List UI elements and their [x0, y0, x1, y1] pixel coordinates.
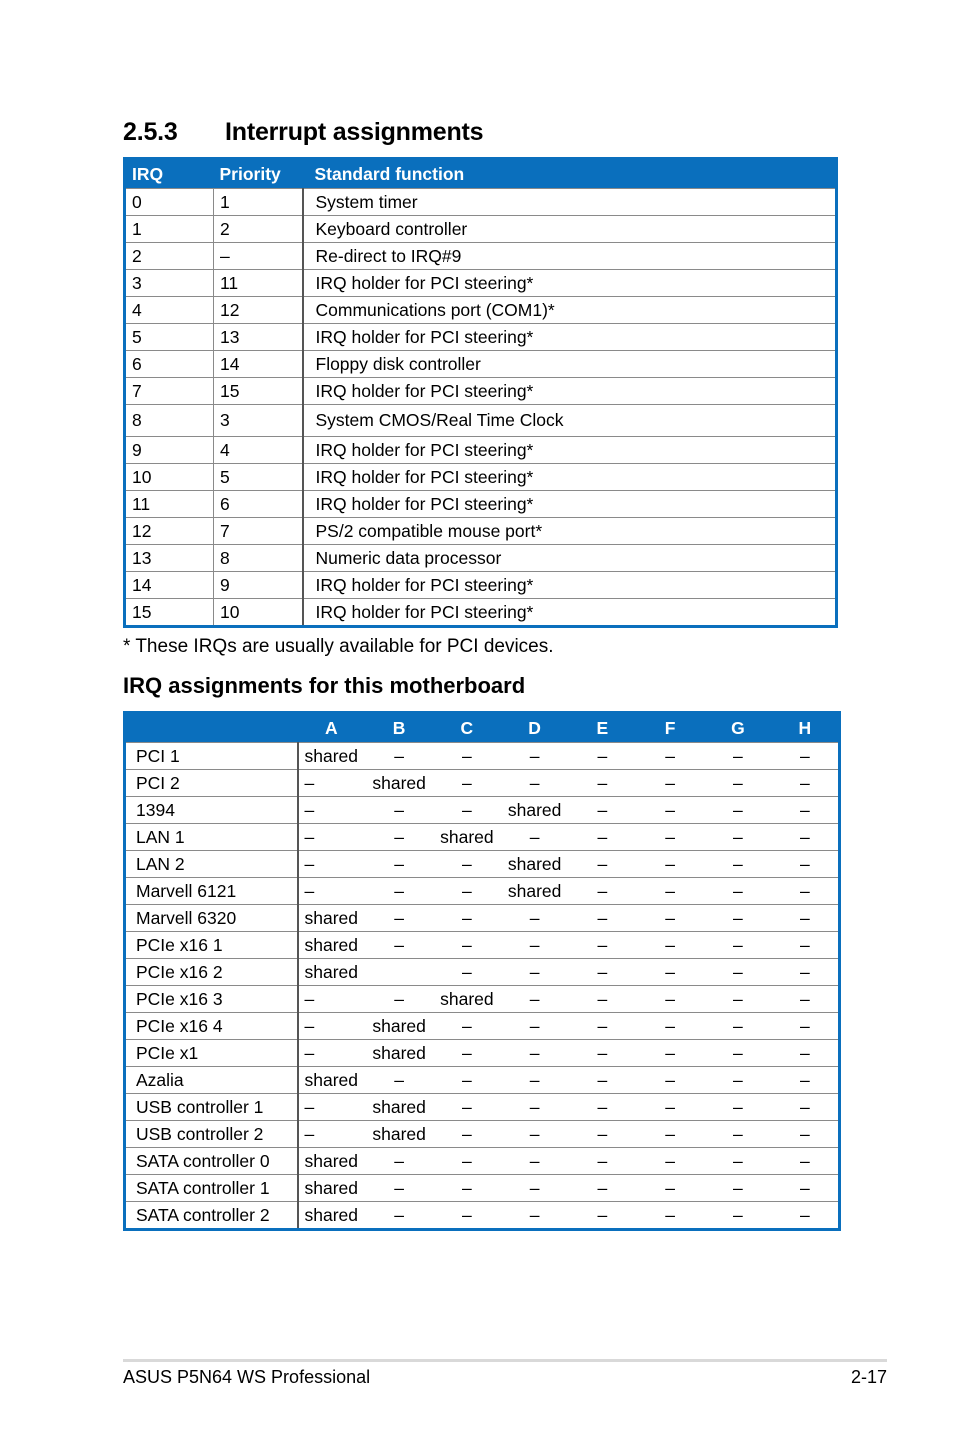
- irq-number-cell: 1: [125, 216, 214, 243]
- assignment-cell: –: [772, 770, 840, 797]
- assignment-cell: –: [298, 770, 366, 797]
- assignment-cell: –: [636, 851, 704, 878]
- device-name-cell: PCIe x16 3: [125, 986, 298, 1013]
- assignment-table-row: [125, 851, 840, 878]
- irq-table-body: [125, 189, 837, 627]
- assignment-cell: –: [433, 1121, 501, 1148]
- assignment-table-row: [125, 1121, 840, 1148]
- section-number: 2.5.3: [123, 118, 178, 146]
- assignment-cell: –: [298, 1121, 366, 1148]
- assignment-cell: –: [569, 905, 637, 932]
- assignment-table-row: [125, 1013, 840, 1040]
- assignment-cell: –: [704, 770, 772, 797]
- assignment-cell: –: [433, 878, 501, 905]
- assignment-cell: shared: [298, 932, 366, 959]
- assignment-cell: shared: [298, 1202, 366, 1230]
- assignment-cell: –: [501, 1175, 569, 1202]
- assignment-cell: –: [772, 1121, 840, 1148]
- assignment-table-row: [125, 1040, 840, 1067]
- assignment-header-int-e: E: [569, 713, 637, 743]
- assignment-cell: –: [365, 824, 433, 851]
- device-name-cell: Marvell 6320: [125, 905, 298, 932]
- assignment-cell: –: [704, 905, 772, 932]
- irq-function-cell: IRQ holder for PCI steering*: [303, 270, 837, 297]
- assignment-cell: –: [704, 743, 772, 770]
- assignment-cell: –: [569, 851, 637, 878]
- assignment-cell: –: [433, 1013, 501, 1040]
- assignment-cell: –: [501, 1094, 569, 1121]
- assignment-table-row: [125, 986, 840, 1013]
- assignment-cell: –: [636, 905, 704, 932]
- assignment-cell: –: [365, 797, 433, 824]
- device-name-cell: SATA controller 1: [125, 1175, 298, 1202]
- assignment-cell: –: [298, 986, 366, 1013]
- device-name-cell: PCIe x16 2: [125, 959, 298, 986]
- device-name-cell: SATA controller 2: [125, 1202, 298, 1230]
- assignment-header-int-h: H: [772, 713, 840, 743]
- irq-priority-cell: 1: [214, 189, 303, 216]
- irq-table: [123, 157, 838, 628]
- device-name-cell: PCI 1: [125, 743, 298, 770]
- irq-table-row: [125, 378, 837, 405]
- irq-priority-cell: 4: [214, 437, 303, 464]
- section-title-text: Interrupt assignments: [225, 118, 484, 146]
- assignment-header-int-a: A: [298, 713, 366, 743]
- assignment-cell: shared: [365, 1013, 433, 1040]
- irq-priority-cell: 6: [214, 491, 303, 518]
- assignment-cell: –: [704, 1013, 772, 1040]
- irq-table-row: [125, 599, 837, 627]
- assignment-cell: –: [501, 1040, 569, 1067]
- irq-table-row: [125, 464, 837, 491]
- footer-divider: [123, 1359, 887, 1362]
- assignment-cell: shared: [365, 1094, 433, 1121]
- irq-table-row: [125, 243, 837, 270]
- irq-number-cell: 6: [125, 351, 214, 378]
- assignment-cell: shared: [298, 905, 366, 932]
- assignment-cell: shared: [298, 959, 366, 986]
- assignment-cell: –: [772, 986, 840, 1013]
- assignment-cell: –: [569, 1175, 637, 1202]
- assignment-cell: –: [569, 1067, 637, 1094]
- irq-number-cell: 5: [125, 324, 214, 351]
- assignment-cell: –: [704, 1175, 772, 1202]
- assignment-cell: –: [569, 1148, 637, 1175]
- device-name-cell: PCIe x16 4: [125, 1013, 298, 1040]
- irq-number-cell: 3: [125, 270, 214, 297]
- assignment-cell: [365, 959, 433, 986]
- irq-header-function: Standard function: [303, 159, 837, 189]
- irq-number-cell: 0: [125, 189, 214, 216]
- assignment-cell: –: [636, 824, 704, 851]
- assignment-cell: –: [704, 878, 772, 905]
- assignment-cell: –: [704, 1202, 772, 1230]
- assignment-cell: –: [636, 1175, 704, 1202]
- assignment-cell: –: [704, 1121, 772, 1148]
- assignment-cell: –: [501, 932, 569, 959]
- assignment-cell: –: [501, 824, 569, 851]
- irq-function-cell: IRQ holder for PCI steering*: [303, 491, 837, 518]
- assignment-cell: –: [636, 1094, 704, 1121]
- assignment-cell: –: [433, 1040, 501, 1067]
- assignment-cell: –: [772, 959, 840, 986]
- assignment-cell: –: [298, 1040, 366, 1067]
- irq-number-cell: 12: [125, 518, 214, 545]
- assignment-cell: –: [704, 959, 772, 986]
- irq-header-irq: IRQ: [125, 159, 214, 189]
- assignment-cell: shared: [298, 1067, 366, 1094]
- assignment-cell: –: [501, 743, 569, 770]
- irq-function-cell: Floppy disk controller: [303, 351, 837, 378]
- assignment-cell: –: [433, 905, 501, 932]
- assignment-cell: –: [569, 743, 637, 770]
- assignment-cell: –: [365, 1067, 433, 1094]
- irq-table-row: [125, 437, 837, 464]
- assignment-cell: shared: [501, 851, 569, 878]
- irq-function-cell: IRQ holder for PCI steering*: [303, 464, 837, 491]
- assignment-cell: –: [298, 1094, 366, 1121]
- irq-table-row: [125, 297, 837, 324]
- assignment-cell: –: [704, 1067, 772, 1094]
- assignment-cell: –: [501, 770, 569, 797]
- irq-function-cell: IRQ holder for PCI steering*: [303, 378, 837, 405]
- device-name-cell: PCIe x16 1: [125, 932, 298, 959]
- assignment-cell: –: [365, 851, 433, 878]
- assignment-cell: –: [365, 878, 433, 905]
- assignment-cell: –: [772, 1040, 840, 1067]
- irq-number-cell: 8: [125, 405, 214, 437]
- assignment-cell: –: [501, 959, 569, 986]
- device-name-cell: Azalia: [125, 1067, 298, 1094]
- device-name-cell: USB controller 1: [125, 1094, 298, 1121]
- assignment-cell: –: [433, 1067, 501, 1094]
- assignment-cell: –: [365, 986, 433, 1013]
- assignment-cell: –: [569, 1202, 637, 1230]
- assignment-cell: –: [569, 824, 637, 851]
- irq-priority-cell: 2: [214, 216, 303, 243]
- assignment-cell: –: [772, 1094, 840, 1121]
- assignment-cell: –: [704, 797, 772, 824]
- assignment-cell: –: [433, 1094, 501, 1121]
- irq-number-cell: 15: [125, 599, 214, 627]
- device-name-cell: LAN 1: [125, 824, 298, 851]
- assignment-cell: –: [298, 824, 366, 851]
- assignment-cell: –: [433, 932, 501, 959]
- assignment-cell: –: [569, 932, 637, 959]
- assignment-table-row: [125, 878, 840, 905]
- assignment-cell: –: [636, 878, 704, 905]
- irq-priority-cell: 8: [214, 545, 303, 572]
- assignment-cell: –: [433, 743, 501, 770]
- assignment-cell: –: [501, 1067, 569, 1094]
- assignment-cell: –: [569, 878, 637, 905]
- assignment-cell: –: [569, 1013, 637, 1040]
- assignment-cell: shared: [501, 797, 569, 824]
- assignment-cell: –: [704, 986, 772, 1013]
- assignment-cell: –: [365, 1202, 433, 1230]
- assignment-cell: –: [704, 1148, 772, 1175]
- assignment-cell: –: [298, 1013, 366, 1040]
- irq-table-row: [125, 270, 837, 297]
- assignment-cell: –: [636, 1013, 704, 1040]
- device-name-cell: PCI 2: [125, 770, 298, 797]
- assignment-table-row: [125, 770, 840, 797]
- irq-function-cell: System timer: [303, 189, 837, 216]
- assignment-cell: –: [501, 1202, 569, 1230]
- footnote: * These IRQs are usually available for PCI devices.: [123, 636, 554, 657]
- device-name-cell: PCIe x1: [125, 1040, 298, 1067]
- assignment-cell: –: [433, 851, 501, 878]
- assignment-table-row: [125, 1175, 840, 1202]
- assignment-cell: –: [636, 1148, 704, 1175]
- assignment-cell: –: [433, 797, 501, 824]
- irq-priority-cell: 9: [214, 572, 303, 599]
- assignment-cell: shared: [365, 1040, 433, 1067]
- irq-table-row: [125, 491, 837, 518]
- assignment-cell: –: [569, 797, 637, 824]
- irq-table-row: [125, 518, 837, 545]
- irq-table-row: [125, 189, 837, 216]
- irq-function-cell: Keyboard controller: [303, 216, 837, 243]
- assignment-cell: –: [636, 932, 704, 959]
- assignment-cell: –: [772, 1175, 840, 1202]
- assignment-header-row: [125, 713, 840, 743]
- irq-number-cell: 10: [125, 464, 214, 491]
- assignment-cell: –: [636, 1040, 704, 1067]
- assignment-table-row: [125, 959, 840, 986]
- assignment-table-row: [125, 1202, 840, 1230]
- assignment-cell: –: [772, 1067, 840, 1094]
- irq-number-cell: 9: [125, 437, 214, 464]
- irq-number-cell: 11: [125, 491, 214, 518]
- assignment-cell: –: [636, 1121, 704, 1148]
- irq-table-row: [125, 572, 837, 599]
- assignment-cell: –: [772, 905, 840, 932]
- assignment-cell: –: [636, 770, 704, 797]
- assignment-cell: –: [433, 1148, 501, 1175]
- assignment-cell: –: [772, 932, 840, 959]
- assignment-cell: –: [772, 743, 840, 770]
- assignment-cell: –: [704, 851, 772, 878]
- assignment-table-row: [125, 905, 840, 932]
- irq-priority-cell: 11: [214, 270, 303, 297]
- irq-header-priority: Priority: [214, 159, 303, 189]
- irq-function-cell: IRQ holder for PCI steering*: [303, 437, 837, 464]
- section-title: [123, 118, 483, 147]
- assignment-header-int-f: F: [636, 713, 704, 743]
- assignment-cell: –: [636, 959, 704, 986]
- assignment-cell: –: [501, 1121, 569, 1148]
- assignment-cell: –: [569, 986, 637, 1013]
- assignment-cell: –: [772, 1013, 840, 1040]
- assignment-cell: –: [569, 1040, 637, 1067]
- irq-function-cell: IRQ holder for PCI steering*: [303, 599, 837, 627]
- assignment-cell: shared: [298, 743, 366, 770]
- device-name-cell: LAN 2: [125, 851, 298, 878]
- assignment-table-row: [125, 1148, 840, 1175]
- assignment-cell: shared: [298, 1175, 366, 1202]
- irq-function-cell: IRQ holder for PCI steering*: [303, 324, 837, 351]
- irq-table-row: [125, 216, 837, 243]
- assignment-cell: –: [704, 1040, 772, 1067]
- irq-table-row: [125, 545, 837, 572]
- assignment-table-row: [125, 1067, 840, 1094]
- assignment-cell: –: [772, 851, 840, 878]
- assignment-header-device: [125, 713, 298, 743]
- assignment-cell: –: [772, 1202, 840, 1230]
- assignment-cell: –: [636, 1202, 704, 1230]
- irq-priority-cell: 15: [214, 378, 303, 405]
- assignment-cell: shared: [433, 986, 501, 1013]
- assignment-table-row: [125, 797, 840, 824]
- assignment-cell: –: [569, 959, 637, 986]
- assignment-table-row: [125, 932, 840, 959]
- device-name-cell: 1394: [125, 797, 298, 824]
- assignment-cell: –: [569, 1121, 637, 1148]
- assignment-cell: –: [501, 986, 569, 1013]
- assignment-cell: –: [772, 824, 840, 851]
- assignment-table-row: [125, 824, 840, 851]
- irq-table-row: [125, 351, 837, 378]
- irq-priority-cell: 12: [214, 297, 303, 324]
- assignment-cell: –: [433, 959, 501, 986]
- irq-number-cell: 7: [125, 378, 214, 405]
- assignment-cell: –: [433, 1202, 501, 1230]
- assignment-header-int-g: G: [704, 713, 772, 743]
- assignment-cell: –: [365, 905, 433, 932]
- irq-number-cell: 4: [125, 297, 214, 324]
- assignment-cell: –: [636, 743, 704, 770]
- assignment-cell: –: [365, 1148, 433, 1175]
- assignment-cell: –: [298, 797, 366, 824]
- assignment-cell: –: [501, 905, 569, 932]
- device-name-cell: USB controller 2: [125, 1121, 298, 1148]
- assignment-header-int-b: B: [365, 713, 433, 743]
- assignment-cell: –: [365, 1175, 433, 1202]
- assignment-cell: shared: [433, 824, 501, 851]
- irq-priority-cell: 3: [214, 405, 303, 437]
- assignment-cell: –: [704, 932, 772, 959]
- assignment-cell: –: [501, 1148, 569, 1175]
- assignment-header-int-c: C: [433, 713, 501, 743]
- device-name-cell: Marvell 6121: [125, 878, 298, 905]
- assignment-cell: –: [365, 932, 433, 959]
- assignment-cell: –: [569, 1094, 637, 1121]
- assignment-cell: –: [433, 1175, 501, 1202]
- assignment-cell: shared: [365, 770, 433, 797]
- irq-function-cell: Numeric data processor: [303, 545, 837, 572]
- assignment-table-row: [125, 1094, 840, 1121]
- irq-number-cell: 2: [125, 243, 214, 270]
- assignment-cell: shared: [501, 878, 569, 905]
- irq-function-cell: Communications port (COM1)*: [303, 297, 837, 324]
- assignment-cell: shared: [298, 1148, 366, 1175]
- footer-product-name: ASUS P5N64 WS Professional: [123, 1367, 371, 1387]
- irq-priority-cell: 7: [214, 518, 303, 545]
- assignment-header-int-d: D: [501, 713, 569, 743]
- irq-function-cell: Re-direct to IRQ#9: [303, 243, 837, 270]
- assignment-cell: –: [704, 1094, 772, 1121]
- irq-priority-cell: 14: [214, 351, 303, 378]
- assignment-cell: –: [636, 986, 704, 1013]
- irq-priority-cell: 5: [214, 464, 303, 491]
- irq-table-header-row: [125, 159, 837, 189]
- footer-page-number: 2-17: [850, 1367, 887, 1387]
- irq-number-cell: 13: [125, 545, 214, 572]
- irq-number-cell: 14: [125, 572, 214, 599]
- irq-table-row: [125, 405, 837, 437]
- irq-assignment-table: [123, 711, 841, 1231]
- assignment-cell: shared: [365, 1121, 433, 1148]
- assignment-cell: –: [298, 851, 366, 878]
- assignment-table-row: [125, 743, 840, 770]
- irq-function-cell: IRQ holder for PCI steering*: [303, 572, 837, 599]
- assignment-cell: –: [772, 797, 840, 824]
- assignment-cell: –: [772, 1148, 840, 1175]
- irq-priority-cell: –: [214, 243, 303, 270]
- assignment-cell: –: [365, 743, 433, 770]
- assignment-cell: –: [433, 770, 501, 797]
- assignment-cell: –: [298, 878, 366, 905]
- assignment-cell: –: [501, 1013, 569, 1040]
- assignment-cell: –: [704, 824, 772, 851]
- assignment-cell: –: [636, 797, 704, 824]
- irq-priority-cell: 13: [214, 324, 303, 351]
- irq-priority-cell: 10: [214, 599, 303, 627]
- assignment-table-body: [125, 743, 840, 1230]
- assignment-cell: –: [772, 878, 840, 905]
- assignments-title: IRQ assignments for this motherboard: [123, 673, 526, 698]
- irq-function-cell: PS/2 compatible mouse port*: [303, 518, 837, 545]
- irq-table-row: [125, 324, 837, 351]
- assignment-cell: –: [569, 770, 637, 797]
- assignment-cell: –: [636, 1067, 704, 1094]
- irq-function-cell: System CMOS/Real Time Clock: [303, 405, 837, 437]
- device-name-cell: SATA controller 0: [125, 1148, 298, 1175]
